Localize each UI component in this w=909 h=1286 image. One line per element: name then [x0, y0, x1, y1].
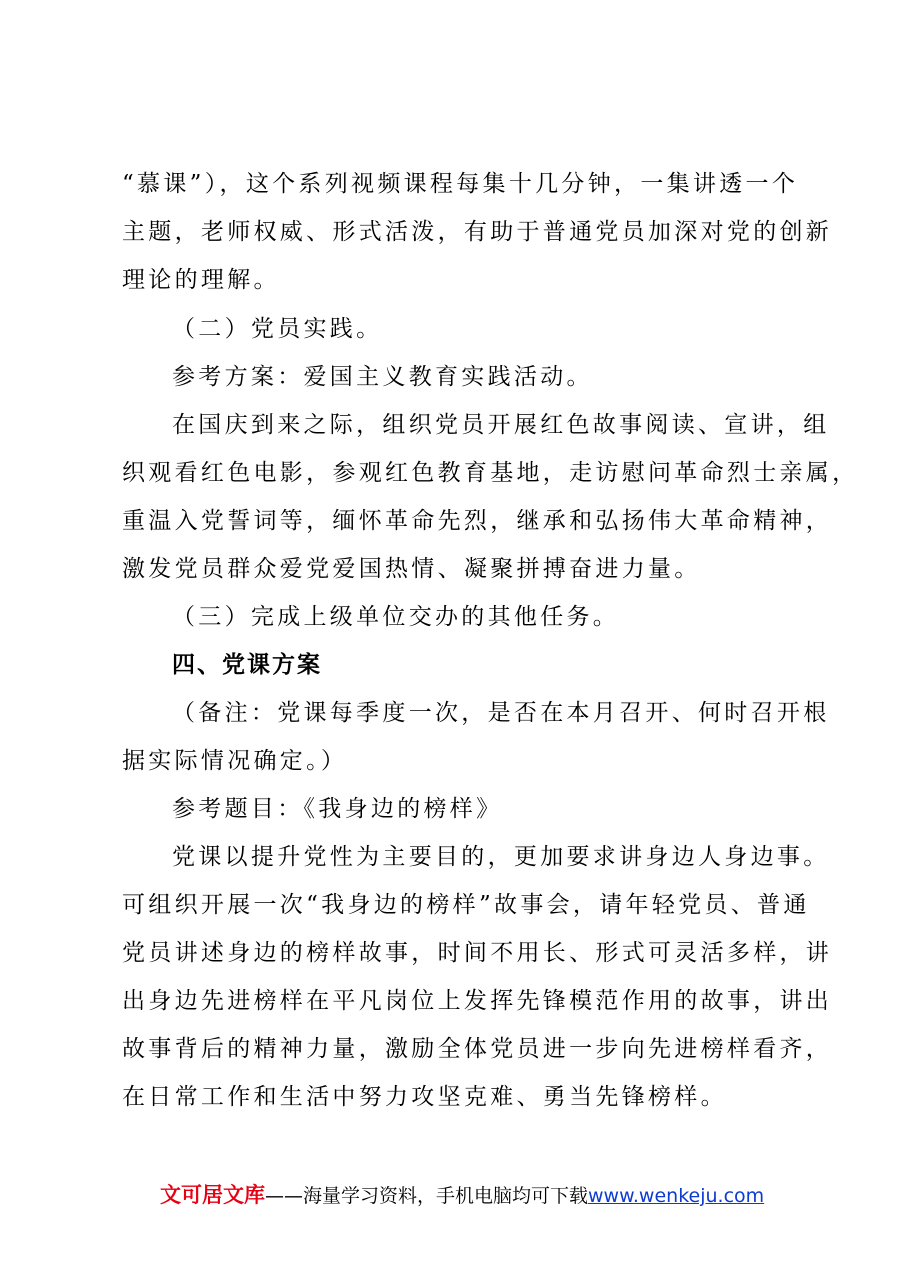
paragraph-line: 可组织开展一次“我身边的榜样”故事会，请年轻党员、普通 — [122, 892, 810, 918]
section-subheading: （二）党员实践。 — [172, 316, 383, 342]
paragraph-line: 党课以提升党性为主要目的，更加要求讲身边人身边事。 — [172, 844, 830, 870]
paragraph-line: 织观看红色电影，参观红色教育基地，走访慰问革命烈士亲属， — [122, 460, 859, 486]
page-footer — [160, 1180, 764, 1211]
paragraph-line: 重温入党誓词等，缅怀革命先烈，继承和弘扬伟大革命精神， — [122, 508, 833, 534]
paragraph-line: 参考方案：爱国主义教育实践活动。 — [172, 364, 593, 390]
paragraph-line: 在日常工作和生活中努力攻坚克难、勇当先锋榜样。 — [122, 1084, 727, 1110]
paragraph-line: 故事背后的精神力量，激励全体党员进一步向先进榜样看齐， — [122, 1036, 833, 1062]
paragraph-line: 据实际情况确定。） — [122, 748, 348, 774]
section-heading: 四、党课方案 — [172, 652, 322, 678]
paragraph-line: 在国庆到来之际，组织党员开展红色故事阅读、宣讲，组 — [172, 412, 830, 438]
paragraph-line: 参考题目：《我身边的榜样》 — [172, 796, 503, 822]
paragraph-line: 出身边先进榜样在平凡岗位上发挥先锋模范作用的故事，讲出 — [122, 988, 833, 1014]
section-subheading: （三）完成上级单位交办的其他任务。 — [172, 604, 620, 630]
footer-tagline: ——海量学习资料，手机电脑均可下载 — [265, 1185, 589, 1207]
footer-brand: 文可居文库 — [160, 1183, 265, 1207]
paragraph-line: “慕课”），这个系列视频课程每集十几分钟，一集讲透一个 — [122, 171, 799, 197]
paragraph-line: （备注：党课每季度一次，是否在本月召开、何时召开根 — [172, 700, 830, 726]
paragraph-line: 理论的理解。 — [122, 267, 280, 293]
paragraph-line: 党员讲述身边的榜样故事，时间不用长、形式可灵活多样，讲 — [122, 940, 833, 966]
paragraph-line: 主题，老师权威、形式活泼，有助于普通党员加深对党的创新 — [122, 219, 833, 245]
paragraph-line: 激发党员群众爱党爱国热情、凝聚拼搏奋进力量。 — [122, 556, 701, 582]
footer-link[interactable]: www.wenkeju.com — [588, 1185, 765, 1207]
